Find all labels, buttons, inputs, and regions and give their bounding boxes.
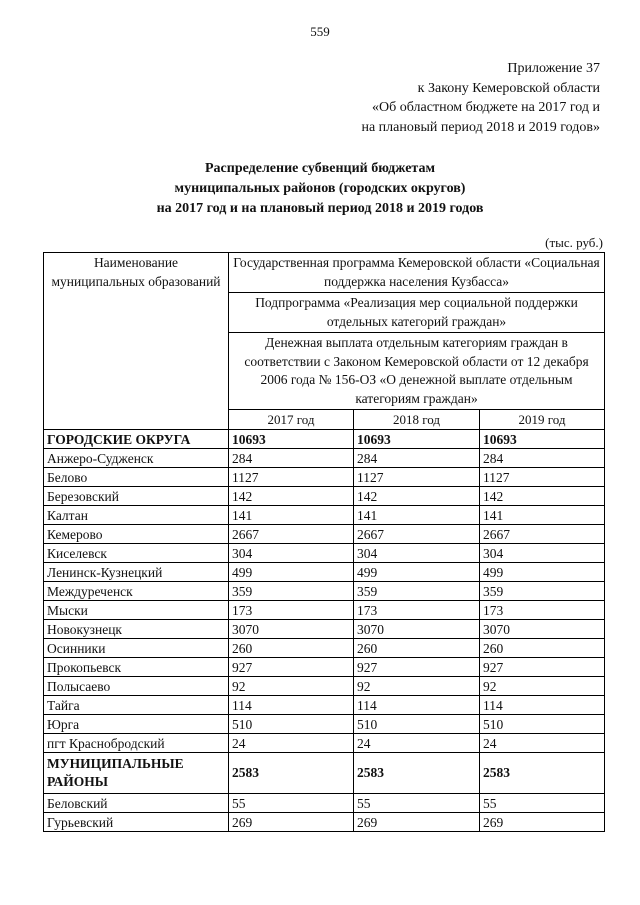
value-2019-cell: 510	[480, 715, 605, 734]
value-2018-cell: 142	[354, 487, 480, 506]
value-2017-cell: 260	[229, 639, 354, 658]
table-row	[44, 715, 605, 734]
row-name-cell: Белово	[44, 468, 229, 487]
value-2019-cell: 927	[480, 658, 605, 677]
value-2019-cell: 24	[480, 734, 605, 753]
row-name-cell: Мыски	[44, 601, 229, 620]
appendix-line: Приложение 37	[507, 61, 600, 76]
year-header-2017: 2017 год	[229, 410, 354, 430]
value-2017-cell: 92	[229, 677, 354, 696]
table-row	[44, 639, 605, 658]
value-2018-cell: 499	[354, 563, 480, 582]
table-row	[44, 449, 605, 468]
row-name-cell: Анжеро-Судженск	[44, 449, 229, 468]
table-row	[44, 468, 605, 487]
value-2017-cell: 10693	[229, 430, 354, 449]
table-row	[44, 620, 605, 639]
table-row	[44, 794, 605, 813]
appendix-line: к Закону Кемеровской области	[417, 80, 600, 96]
value-2019-cell: 173	[480, 601, 605, 620]
subprogram-header: Подпрограмма «Реализация мер социальной поддержки отдельных категорий граждан»	[229, 293, 605, 333]
value-2019-cell: 114	[480, 696, 605, 715]
value-2017-cell: 927	[229, 658, 354, 677]
page-number: 559	[310, 24, 330, 39]
value-2018-cell: 359	[354, 582, 480, 601]
value-2019-cell: 92	[480, 677, 605, 696]
value-2017-cell: 3070	[229, 620, 354, 639]
row-name-cell: Междуреченск	[44, 582, 229, 601]
row-name-cell: МУНИЦИПАЛЬНЫЕ РАЙОНЫ	[44, 753, 229, 794]
value-2019-cell: 1127	[480, 468, 605, 487]
unit-label: (тыс. руб.)	[545, 235, 603, 250]
table-row	[44, 430, 605, 449]
table-row	[44, 813, 605, 832]
row-name-cell: Тайга	[44, 696, 229, 715]
value-2017-cell: 142	[229, 487, 354, 506]
value-2018-cell: 2667	[354, 525, 480, 544]
value-2018-cell: 1127	[354, 468, 480, 487]
value-2017-cell: 284	[229, 449, 354, 468]
value-2017-cell: 1127	[229, 468, 354, 487]
value-2018-cell: 510	[354, 715, 480, 734]
table-row	[44, 487, 605, 506]
value-2017-cell: 359	[229, 582, 354, 601]
value-2018-cell: 927	[354, 658, 480, 677]
value-2019-cell: 10693	[480, 430, 605, 449]
value-2017-cell: 173	[229, 601, 354, 620]
value-2017-cell: 55	[229, 794, 354, 813]
value-2018-cell: 260	[354, 639, 480, 658]
row-name-cell: Калтан	[44, 506, 229, 525]
value-2017-cell: 269	[229, 813, 354, 832]
value-2018-cell: 55	[354, 794, 480, 813]
appendix-line: на плановый период 2018 и 2019 годов»	[361, 119, 600, 135]
value-2018-cell: 141	[354, 506, 480, 525]
value-2018-cell: 10693	[354, 430, 480, 449]
value-2019-cell: 142	[480, 487, 605, 506]
row-name-cell: Киселевск	[44, 544, 229, 563]
subsidy-table	[43, 252, 605, 832]
row-name-cell: пгт Краснобродский	[44, 734, 229, 753]
value-2018-cell: 114	[354, 696, 480, 715]
program-header: Государственная программа Кемеровской области «Социальная поддержка населения Кузбасса»	[229, 253, 605, 293]
table-row	[44, 734, 605, 753]
value-2018-cell: 284	[354, 449, 480, 468]
table-row	[44, 506, 605, 525]
payment-header: Денежная выплата отдельным категориям граждан в соответствии с Законом Кемеровской области от 12 декабря 2006 года № 156-ОЗ «О денежной выплате отдельным категориям граждан»	[229, 333, 605, 410]
value-2018-cell: 173	[354, 601, 480, 620]
year-header-2018: 2018 год	[354, 410, 480, 430]
appendix-line: «Об областном бюджете на 2017 год и	[372, 100, 600, 115]
row-name-cell: Осинники	[44, 639, 229, 658]
value-2018-cell: 92	[354, 677, 480, 696]
table-row	[44, 563, 605, 582]
value-2017-cell: 510	[229, 715, 354, 734]
row-name-cell: Новокузнецк	[44, 620, 229, 639]
value-2017-cell: 499	[229, 563, 354, 582]
row-name-cell: Ленинск-Кузнецкий	[44, 563, 229, 582]
table-row	[44, 658, 605, 677]
year-header-2019: 2019 год	[480, 410, 605, 430]
row-name-cell: ГОРОДСКИЕ ОКРУГА	[44, 430, 229, 449]
value-2019-cell: 284	[480, 449, 605, 468]
value-2019-cell: 55	[480, 794, 605, 813]
table-row	[44, 601, 605, 620]
value-2019-cell: 359	[480, 582, 605, 601]
value-2019-cell: 2667	[480, 525, 605, 544]
row-name-cell: Березовский	[44, 487, 229, 506]
table-row	[44, 753, 605, 794]
value-2019-cell: 141	[480, 506, 605, 525]
value-2019-cell: 3070	[480, 620, 605, 639]
document-title	[0, 159, 640, 219]
value-2018-cell: 24	[354, 734, 480, 753]
appendix-note	[270, 59, 600, 137]
row-name-cell: Прокопьевск	[44, 658, 229, 677]
row-name-cell: Кемерово	[44, 525, 229, 544]
value-2017-cell: 2583	[229, 753, 354, 794]
value-2017-cell: 304	[229, 544, 354, 563]
row-name-cell: Гурьевский	[44, 813, 229, 832]
table-row	[44, 677, 605, 696]
value-2019-cell: 269	[480, 813, 605, 832]
value-2017-cell: 114	[229, 696, 354, 715]
row-name-cell: Полысаево	[44, 677, 229, 696]
value-2018-cell: 269	[354, 813, 480, 832]
row-name-cell: Беловский	[44, 794, 229, 813]
title-line: на 2017 год и на плановый период 2018 и 2019 годов	[156, 201, 484, 216]
value-2019-cell: 499	[480, 563, 605, 582]
table-row	[44, 696, 605, 715]
table-row	[44, 525, 605, 544]
title-line: Распределение субвенций бюджетам	[205, 161, 435, 176]
title-line: муниципальных районов (городских округов)	[174, 181, 466, 196]
table-row	[44, 582, 605, 601]
value-2019-cell: 260	[480, 639, 605, 658]
value-2018-cell: 2583	[354, 753, 480, 794]
name-column-header: Наименование муниципальных образований	[44, 253, 229, 430]
value-2017-cell: 2667	[229, 525, 354, 544]
value-2017-cell: 24	[229, 734, 354, 753]
value-2018-cell: 3070	[354, 620, 480, 639]
row-name-cell: Юрга	[44, 715, 229, 734]
value-2017-cell: 141	[229, 506, 354, 525]
value-2019-cell: 304	[480, 544, 605, 563]
value-2019-cell: 2583	[480, 753, 605, 794]
value-2018-cell: 304	[354, 544, 480, 563]
table-row	[44, 544, 605, 563]
